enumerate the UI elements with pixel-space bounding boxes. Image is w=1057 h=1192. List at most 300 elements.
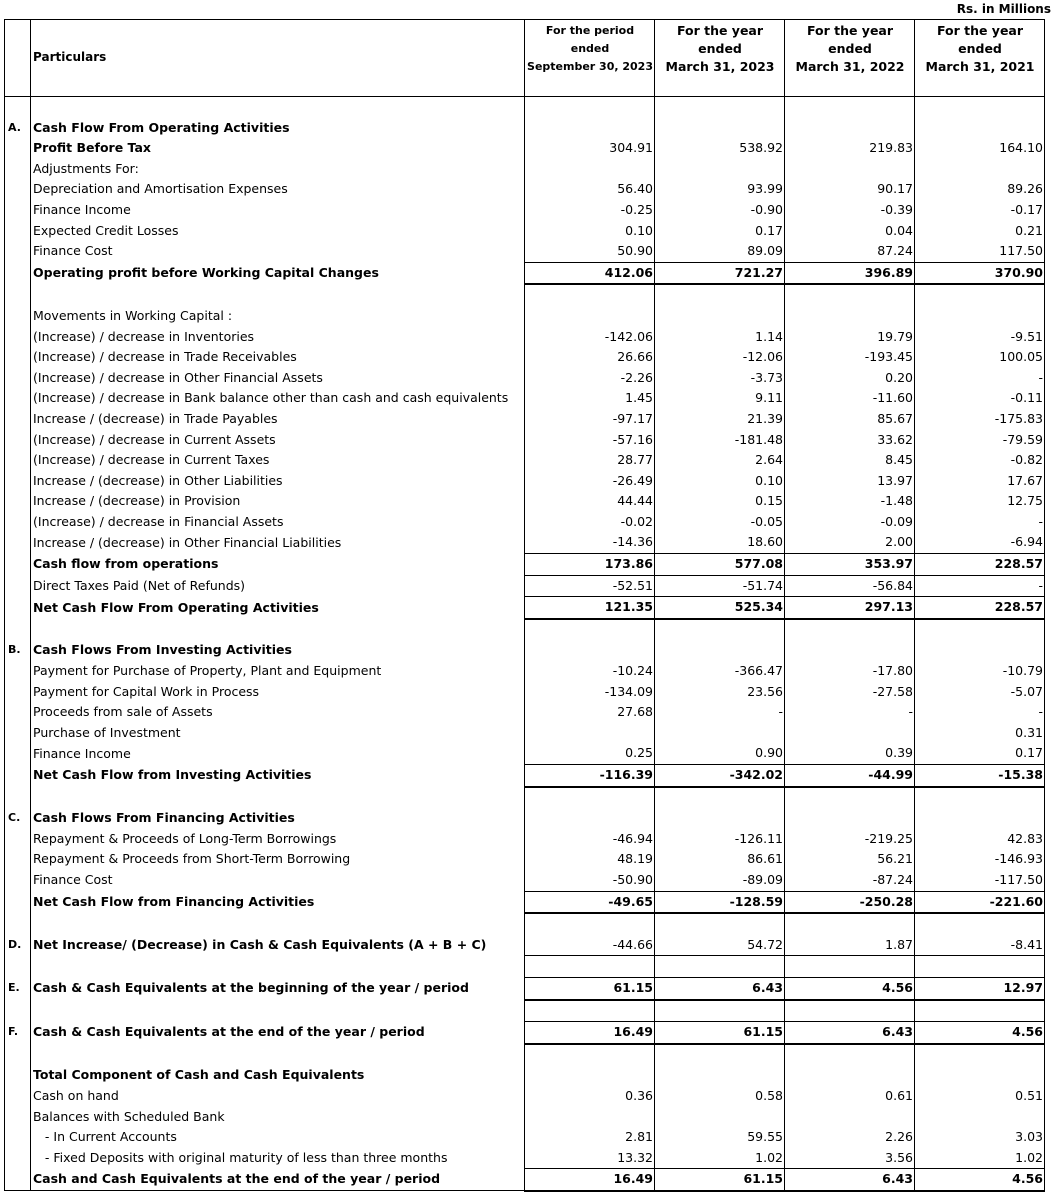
row-value: - xyxy=(915,368,1045,389)
row-value: 90.17 xyxy=(785,179,915,200)
section-label xyxy=(5,430,31,451)
table-row xyxy=(5,347,1045,368)
section-label: B. xyxy=(5,640,31,661)
row-value: -50.90 xyxy=(525,870,655,891)
row-value: -9.51 xyxy=(915,327,1045,348)
row-value: 577.08 xyxy=(655,554,785,576)
section-label xyxy=(5,491,31,512)
row-value: -142.06 xyxy=(525,327,655,348)
row-particular xyxy=(31,787,525,809)
row-particular: Cash Flow From Operating Activities xyxy=(31,118,525,139)
row-value: 121.35 xyxy=(525,597,655,619)
row-value: 370.90 xyxy=(915,262,1045,284)
table-row xyxy=(5,1086,1045,1107)
table-row xyxy=(5,977,1045,999)
table-row xyxy=(5,118,1045,139)
header-col-mar-2023: For the year ended March 31, 2023 xyxy=(655,20,785,97)
table-row xyxy=(5,870,1045,891)
row-particular: Net Cash Flow From Operating Activities xyxy=(31,597,525,619)
table-row xyxy=(5,913,1045,935)
table-row xyxy=(5,450,1045,471)
row-value xyxy=(525,956,655,978)
row-value: 0.25 xyxy=(525,743,655,764)
row-value xyxy=(785,97,915,118)
row-particular: Increase / (decrease) in Provision xyxy=(31,491,525,512)
row-value xyxy=(655,1065,785,1086)
section-label xyxy=(5,597,31,619)
row-particular: Finance Cost xyxy=(31,870,525,891)
row-value: -56.84 xyxy=(785,575,915,597)
header-col-sep-2023: For the period ended September 30, 2023 xyxy=(525,20,655,97)
section-label xyxy=(5,1107,31,1128)
row-value: 13.97 xyxy=(785,471,915,492)
table-row xyxy=(5,532,1045,553)
row-value: -3.73 xyxy=(655,368,785,389)
row-value: -97.17 xyxy=(525,409,655,430)
table-row xyxy=(5,159,1045,180)
row-value: -181.48 xyxy=(655,430,785,451)
row-value: -79.59 xyxy=(915,430,1045,451)
row-value: -51.74 xyxy=(655,575,785,597)
row-value: 4.56 xyxy=(785,977,915,999)
table-row xyxy=(5,1065,1045,1086)
row-value: 16.49 xyxy=(525,1022,655,1044)
row-value: 396.89 xyxy=(785,262,915,284)
table-row xyxy=(5,787,1045,809)
row-particular: Operating profit before Working Capital Changes xyxy=(31,262,525,284)
row-value: -89.09 xyxy=(655,870,785,891)
row-value: -0.02 xyxy=(525,512,655,533)
section-label xyxy=(5,159,31,180)
row-value: - xyxy=(785,702,915,723)
row-value: -117.50 xyxy=(915,870,1045,891)
row-particular: (Increase) / decrease in Current Taxes xyxy=(31,450,525,471)
row-value: 4.56 xyxy=(915,1022,1045,1044)
row-value: -221.60 xyxy=(915,891,1045,913)
section-label xyxy=(5,179,31,200)
row-value: -26.49 xyxy=(525,471,655,492)
table-row xyxy=(5,743,1045,764)
row-value: 86.61 xyxy=(655,849,785,870)
row-particular: Repayment & Proceeds of Long-Term Borrowings xyxy=(31,829,525,850)
row-value: -366.47 xyxy=(655,661,785,682)
row-particular: (Increase) / decrease in Other Financial Assets xyxy=(31,368,525,389)
row-value: 538.92 xyxy=(655,138,785,159)
table-row xyxy=(5,765,1045,787)
row-particular: - Fixed Deposits with original maturity of less than three months xyxy=(31,1148,525,1169)
row-value: -14.36 xyxy=(525,532,655,553)
row-particular: Finance Income xyxy=(31,743,525,764)
row-value xyxy=(655,1000,785,1022)
row-value: 4.56 xyxy=(915,1169,1045,1191)
row-particular: Payment for Purchase of Property, Plant and Equipment xyxy=(31,661,525,682)
row-value: 0.04 xyxy=(785,221,915,242)
row-value xyxy=(915,1000,1045,1022)
table-row xyxy=(5,430,1045,451)
row-value: 12.97 xyxy=(915,977,1045,999)
row-value xyxy=(785,787,915,809)
table-row xyxy=(5,891,1045,913)
row-value: -52.51 xyxy=(525,575,655,597)
row-value xyxy=(525,640,655,661)
row-particular: Adjustments For: xyxy=(31,159,525,180)
row-value: 0.21 xyxy=(915,221,1045,242)
row-value: 0.15 xyxy=(655,491,785,512)
row-value xyxy=(915,808,1045,829)
row-particular: Net Cash Flow from Financing Activities xyxy=(31,891,525,913)
table-row xyxy=(5,640,1045,661)
table-body xyxy=(5,97,1045,1191)
section-label xyxy=(5,1044,31,1066)
row-particular xyxy=(31,284,525,306)
row-value: 21.39 xyxy=(655,409,785,430)
header-col-mar-2022: For the year ended March 31, 2022 xyxy=(785,20,915,97)
section-label: A. xyxy=(5,118,31,139)
section-label xyxy=(5,409,31,430)
row-particular: Expected Credit Losses xyxy=(31,221,525,242)
row-particular xyxy=(31,1000,525,1022)
row-value xyxy=(785,1107,915,1128)
table-row xyxy=(5,179,1045,200)
table-row xyxy=(5,956,1045,978)
row-value xyxy=(655,913,785,935)
row-particular: Movements in Working Capital : xyxy=(31,306,525,327)
section-label xyxy=(5,891,31,913)
row-value xyxy=(525,97,655,118)
row-value: 1.14 xyxy=(655,327,785,348)
row-value: 3.03 xyxy=(915,1127,1045,1148)
section-label xyxy=(5,1169,31,1191)
row-value: 2.81 xyxy=(525,1127,655,1148)
row-value xyxy=(785,159,915,180)
row-value: -0.82 xyxy=(915,450,1045,471)
row-value: 16.49 xyxy=(525,1169,655,1191)
row-particular: Balances with Scheduled Bank xyxy=(31,1107,525,1128)
section-label xyxy=(5,619,31,641)
section-label xyxy=(5,723,31,744)
table-row xyxy=(5,262,1045,284)
row-value: 9.11 xyxy=(655,388,785,409)
row-value: 0.17 xyxy=(915,743,1045,764)
row-particular: - In Current Accounts xyxy=(31,1127,525,1148)
row-value: 6.43 xyxy=(785,1022,915,1044)
table-row xyxy=(5,1148,1045,1169)
row-value: 228.57 xyxy=(915,554,1045,576)
row-value xyxy=(655,723,785,744)
row-value: 1.02 xyxy=(655,1148,785,1169)
row-particular: Proceeds from sale of Assets xyxy=(31,702,525,723)
row-value: -17.80 xyxy=(785,661,915,682)
row-value: 23.56 xyxy=(655,682,785,703)
table-row xyxy=(5,409,1045,430)
row-value xyxy=(655,1044,785,1066)
row-value: 0.90 xyxy=(655,743,785,764)
row-value xyxy=(655,284,785,306)
row-value xyxy=(785,640,915,661)
section-label xyxy=(5,554,31,576)
section-label xyxy=(5,138,31,159)
row-value: 1.87 xyxy=(785,935,915,956)
row-value: 17.67 xyxy=(915,471,1045,492)
row-value xyxy=(655,159,785,180)
row-value xyxy=(785,284,915,306)
row-particular: (Increase) / decrease in Financial Assets xyxy=(31,512,525,533)
table-row xyxy=(5,1107,1045,1128)
row-value: 26.66 xyxy=(525,347,655,368)
row-value: - xyxy=(915,575,1045,597)
row-value xyxy=(655,956,785,978)
row-value: -2.26 xyxy=(525,368,655,389)
table-row xyxy=(5,661,1045,682)
row-value: -27.58 xyxy=(785,682,915,703)
row-value: -10.79 xyxy=(915,661,1045,682)
row-value xyxy=(525,159,655,180)
row-value: 3.56 xyxy=(785,1148,915,1169)
row-value: 6.43 xyxy=(785,1169,915,1191)
row-value: 2.00 xyxy=(785,532,915,553)
row-particular: Purchase of Investment xyxy=(31,723,525,744)
row-particular: Cash and Cash Equivalents at the end of the year / period xyxy=(31,1169,525,1191)
row-particular xyxy=(31,913,525,935)
section-label xyxy=(5,682,31,703)
header-col-mar-2021: For the year ended March 31, 2021 xyxy=(915,20,1045,97)
row-value: -8.41 xyxy=(915,935,1045,956)
row-particular xyxy=(31,97,525,118)
row-particular: Finance Cost xyxy=(31,241,525,262)
row-value: 0.31 xyxy=(915,723,1045,744)
row-value: 12.75 xyxy=(915,491,1045,512)
row-particular: Total Component of Cash and Cash Equivalents xyxy=(31,1065,525,1086)
row-value: -175.83 xyxy=(915,409,1045,430)
row-value xyxy=(915,640,1045,661)
row-value xyxy=(785,306,915,327)
row-value: -15.38 xyxy=(915,765,1045,787)
row-value xyxy=(525,1107,655,1128)
cash-flow-table xyxy=(4,19,1045,1192)
row-value: -57.16 xyxy=(525,430,655,451)
table-row xyxy=(5,97,1045,118)
table-row xyxy=(5,808,1045,829)
row-value xyxy=(525,1065,655,1086)
row-value xyxy=(655,1107,785,1128)
row-particular: Finance Income xyxy=(31,200,525,221)
row-value xyxy=(655,306,785,327)
table-row xyxy=(5,597,1045,619)
table-row xyxy=(5,849,1045,870)
section-label xyxy=(5,1065,31,1086)
row-value: -116.39 xyxy=(525,765,655,787)
row-value: 0.51 xyxy=(915,1086,1045,1107)
row-value xyxy=(655,97,785,118)
row-value: -128.59 xyxy=(655,891,785,913)
row-value: -1.48 xyxy=(785,491,915,512)
row-value xyxy=(785,913,915,935)
table-row xyxy=(5,619,1045,641)
row-particular xyxy=(31,956,525,978)
row-value xyxy=(785,723,915,744)
row-value xyxy=(915,619,1045,641)
table-row xyxy=(5,829,1045,850)
row-value xyxy=(785,808,915,829)
section-label xyxy=(5,306,31,327)
row-value: -134.09 xyxy=(525,682,655,703)
row-value xyxy=(915,97,1045,118)
row-value xyxy=(915,1065,1045,1086)
row-value xyxy=(525,306,655,327)
row-value: -0.39 xyxy=(785,200,915,221)
row-value xyxy=(915,284,1045,306)
row-value: -0.11 xyxy=(915,388,1045,409)
row-particular: Direct Taxes Paid (Net of Refunds) xyxy=(31,575,525,597)
row-value: 61.15 xyxy=(655,1169,785,1191)
row-value xyxy=(915,787,1045,809)
row-value: 0.61 xyxy=(785,1086,915,1107)
section-label xyxy=(5,829,31,850)
row-value xyxy=(525,1000,655,1022)
row-value xyxy=(785,1065,915,1086)
row-value: 412.06 xyxy=(525,262,655,284)
row-value xyxy=(525,787,655,809)
row-value: -11.60 xyxy=(785,388,915,409)
row-particular xyxy=(31,1044,525,1066)
table-row xyxy=(5,554,1045,576)
row-particular: Increase / (decrease) in Trade Payables xyxy=(31,409,525,430)
table-row xyxy=(5,241,1045,262)
row-value: 48.19 xyxy=(525,849,655,870)
row-particular: Increase / (decrease) in Other Financial Liabilities xyxy=(31,532,525,553)
table-row xyxy=(5,200,1045,221)
row-value: 56.21 xyxy=(785,849,915,870)
section-label xyxy=(5,661,31,682)
table-row xyxy=(5,491,1045,512)
section-label xyxy=(5,956,31,978)
section-label xyxy=(5,262,31,284)
row-value xyxy=(915,956,1045,978)
row-value: 228.57 xyxy=(915,597,1045,619)
row-value: 61.15 xyxy=(655,1022,785,1044)
row-particular: Depreciation and Amortisation Expenses xyxy=(31,179,525,200)
row-value: -49.65 xyxy=(525,891,655,913)
table-row xyxy=(5,1022,1045,1044)
row-value: 100.05 xyxy=(915,347,1045,368)
row-value: 0.58 xyxy=(655,1086,785,1107)
row-value: 56.40 xyxy=(525,179,655,200)
table-row xyxy=(5,512,1045,533)
table-row xyxy=(5,138,1045,159)
row-particular: Cash on hand xyxy=(31,1086,525,1107)
row-particular: Cash flow from operations xyxy=(31,554,525,576)
row-value: 173.86 xyxy=(525,554,655,576)
section-label xyxy=(5,368,31,389)
header-particulars: Particulars xyxy=(31,20,525,97)
section-label xyxy=(5,743,31,764)
row-value: -0.90 xyxy=(655,200,785,221)
row-value: 0.10 xyxy=(525,221,655,242)
row-value xyxy=(525,913,655,935)
table-row xyxy=(5,284,1045,306)
row-particular: Cash & Cash Equivalents at the end of the year / period xyxy=(31,1022,525,1044)
row-value: -146.93 xyxy=(915,849,1045,870)
row-value: -5.07 xyxy=(915,682,1045,703)
section-label xyxy=(5,450,31,471)
section-label xyxy=(5,327,31,348)
table-row xyxy=(5,306,1045,327)
row-particular: Net Increase/ (Decrease) in Cash & Cash Equivalents (A + B + C) xyxy=(31,935,525,956)
unit-label: Rs. in Millions xyxy=(956,2,1051,16)
section-label xyxy=(5,347,31,368)
row-value: -342.02 xyxy=(655,765,785,787)
row-value: 2.64 xyxy=(655,450,785,471)
row-value: 2.26 xyxy=(785,1127,915,1148)
row-value: 1.45 xyxy=(525,388,655,409)
row-value: 93.99 xyxy=(655,179,785,200)
row-particular: Cash Flows From Financing Activities xyxy=(31,808,525,829)
row-value: 89.26 xyxy=(915,179,1045,200)
row-value xyxy=(655,640,785,661)
row-value: -219.25 xyxy=(785,829,915,850)
row-value: 1.02 xyxy=(915,1148,1045,1169)
row-value: 13.32 xyxy=(525,1148,655,1169)
row-value: -87.24 xyxy=(785,870,915,891)
table-row xyxy=(5,723,1045,744)
row-value: 42.83 xyxy=(915,829,1045,850)
row-value xyxy=(785,619,915,641)
row-value xyxy=(915,913,1045,935)
section-label xyxy=(5,471,31,492)
row-value: -6.94 xyxy=(915,532,1045,553)
row-value xyxy=(785,1000,915,1022)
row-value: 525.34 xyxy=(655,597,785,619)
row-value: 59.55 xyxy=(655,1127,785,1148)
row-value: 44.44 xyxy=(525,491,655,512)
row-particular: Increase / (decrease) in Other Liabilities xyxy=(31,471,525,492)
table-row xyxy=(5,1169,1045,1191)
row-particular: (Increase) / decrease in Current Assets xyxy=(31,430,525,451)
row-value: - xyxy=(915,512,1045,533)
table-row xyxy=(5,1127,1045,1148)
row-value: 61.15 xyxy=(525,977,655,999)
row-value xyxy=(785,118,915,139)
row-value: -0.25 xyxy=(525,200,655,221)
row-value: 28.77 xyxy=(525,450,655,471)
table-row xyxy=(5,327,1045,348)
section-label: D. xyxy=(5,935,31,956)
section-label xyxy=(5,512,31,533)
section-label xyxy=(5,765,31,787)
row-particular xyxy=(31,619,525,641)
row-value xyxy=(915,1044,1045,1066)
section-label xyxy=(5,388,31,409)
row-value xyxy=(655,808,785,829)
row-value xyxy=(525,118,655,139)
row-value xyxy=(915,306,1045,327)
row-value xyxy=(525,808,655,829)
table-row xyxy=(5,935,1045,956)
table-row xyxy=(5,221,1045,242)
row-particular: Profit Before Tax xyxy=(31,138,525,159)
row-value: 19.79 xyxy=(785,327,915,348)
section-label xyxy=(5,913,31,935)
row-value: 89.09 xyxy=(655,241,785,262)
row-value: 117.50 xyxy=(915,241,1045,262)
table-row xyxy=(5,702,1045,723)
row-value: 304.91 xyxy=(525,138,655,159)
table-row xyxy=(5,682,1045,703)
row-value: -46.94 xyxy=(525,829,655,850)
row-particular: Net Cash Flow from Investing Activities xyxy=(31,765,525,787)
row-particular: Repayment & Proceeds from Short-Term Borrowing xyxy=(31,849,525,870)
row-value xyxy=(655,619,785,641)
